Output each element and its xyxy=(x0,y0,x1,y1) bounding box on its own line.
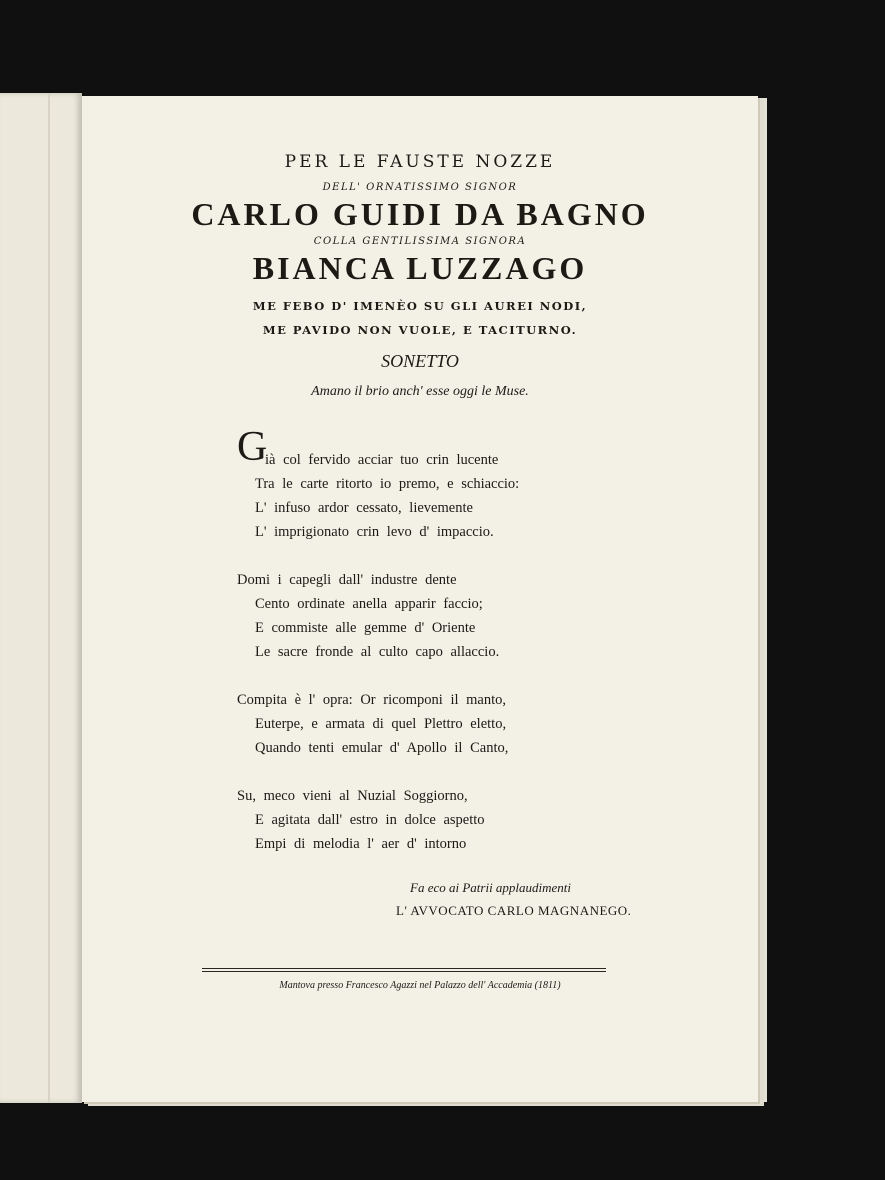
verse: ià col fervido acciar tuo crin lucente xyxy=(265,452,499,468)
epigraph: Amano il brio anch' esse oggi le Muse. xyxy=(311,384,529,399)
motto-line-1: ME FEBO D' IMENÈO SU GLI AUREI NODI, xyxy=(252,299,588,313)
verse: Euterpe, e armata di quel Plettro eletto, xyxy=(255,716,507,732)
divider-rule xyxy=(202,968,606,969)
poem-genre: SONETTO xyxy=(381,351,459,371)
verse: Su, meco vieni al Nuzial Soggiorno, xyxy=(237,788,468,804)
motto-line-2: ME PAVIDO NON VUOLE, E TACITURNO. xyxy=(262,323,578,337)
dedication-subline: DELL' ORNATISSIMO SIGNOR xyxy=(322,182,518,193)
verse: Tra le carte ritorto io premo, e schiaccio: xyxy=(255,476,520,492)
author-name: L' AVVOCATO CARLO MAGNANEGO. xyxy=(396,903,632,918)
document-page xyxy=(82,96,758,1102)
divider-rule xyxy=(202,971,606,972)
verse: Cento ordinate anella apparir faccio; xyxy=(255,596,483,612)
drop-cap: G xyxy=(237,424,268,470)
verse: Compita è l' opra: Or ricomponi il manto, xyxy=(237,692,507,708)
verse: Domi i capegli dall' industre dente xyxy=(237,572,457,588)
facing-page xyxy=(0,93,82,1103)
verse: Quando tenti emular d' Apollo il Canto, xyxy=(255,740,509,756)
verse: E commiste alle gemme d' Oriente xyxy=(255,620,476,636)
groom-name: CARLO GUIDI DA BAGNO xyxy=(191,196,649,232)
dedication-line: PER LE FAUSTE NOZZE xyxy=(284,152,556,172)
signature-line: Fa eco ai Patrii applaudimenti xyxy=(410,880,572,895)
verse: E agitata dall' estro in dolce aspetto xyxy=(255,812,485,828)
verse: L' imprigionato crin levo d' impaccio. xyxy=(255,524,494,540)
dedication-subline-2: COLLA GENTILISSIMA SIGNORA xyxy=(313,236,527,247)
page-fold xyxy=(48,93,50,1103)
bride-name: BIANCA LUZZAGO xyxy=(252,250,588,286)
printer-imprint: Mantova presso Francesco Agazzi nel Palazzo dell' Accademia (1811) xyxy=(279,980,561,991)
verse: L' infuso ardor cessato, lievemente xyxy=(255,500,473,516)
verse: Empi di melodia l' aer d' intorno xyxy=(255,836,467,852)
verse: Le sacre fronde al culto capo allaccio. xyxy=(255,644,500,660)
